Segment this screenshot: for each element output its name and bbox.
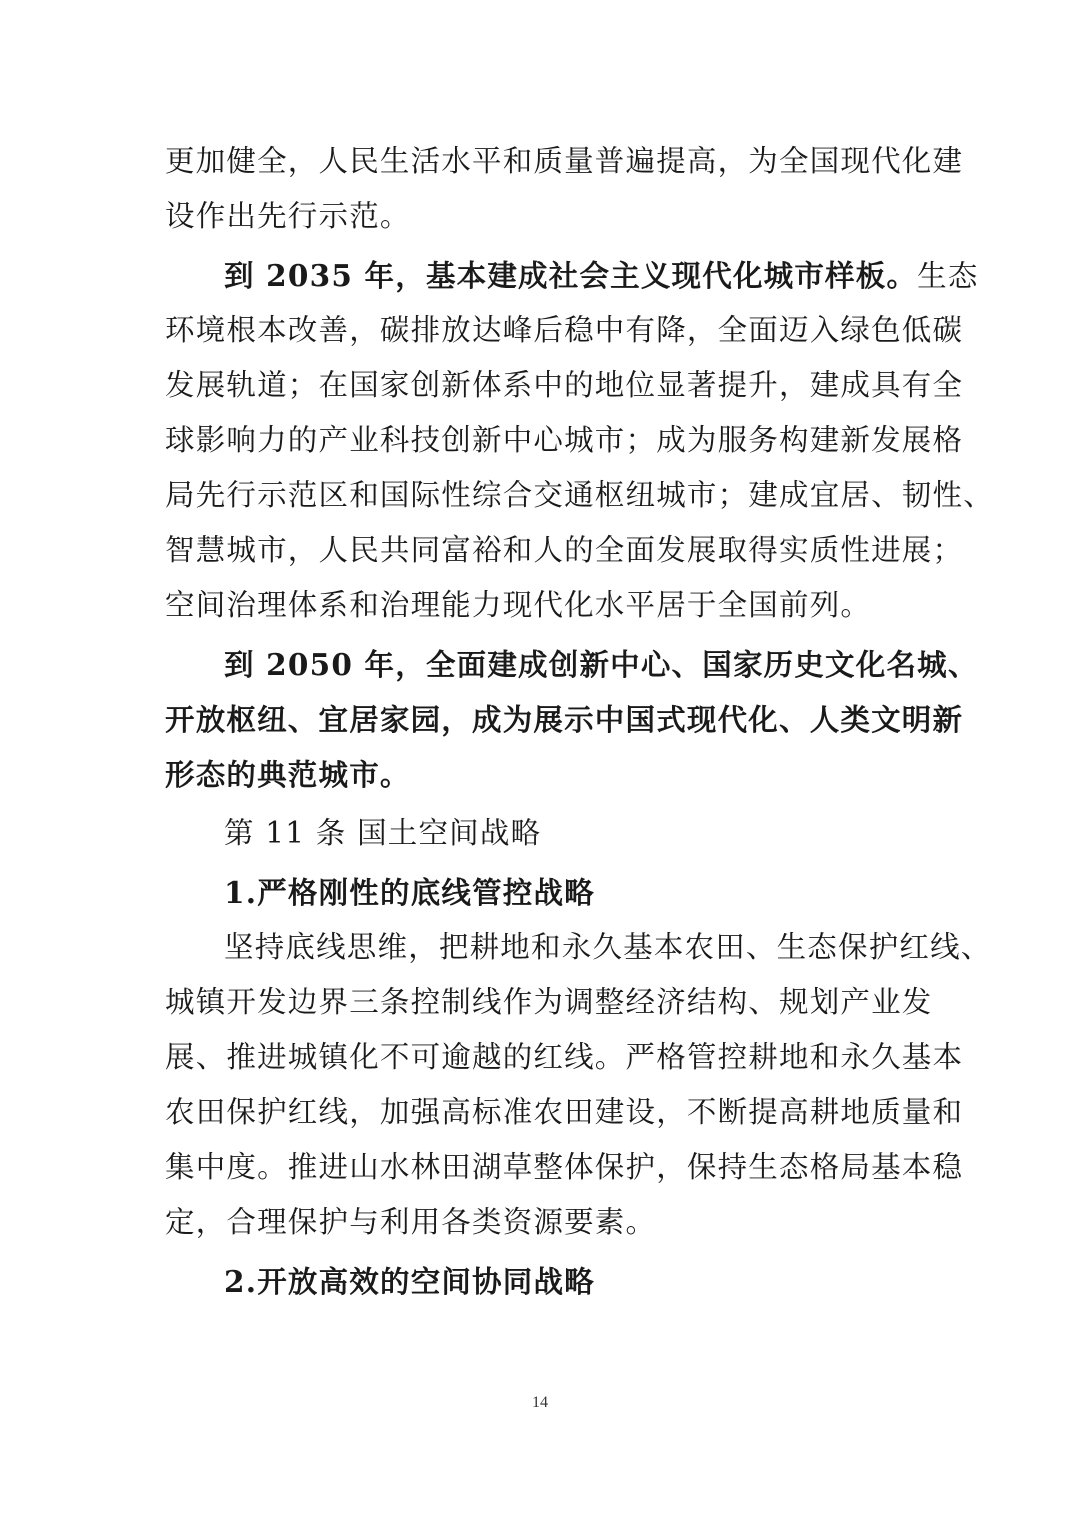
- text-line: 展、推进城镇化不可逾越的红线。严格管控耕地和永久基本: [165, 1040, 964, 1074]
- text-line: 坚持底线思维，把耕地和永久基本农田、生态保护红线、: [224, 930, 992, 964]
- text-line: 发展轨道；在国家创新体系中的地位显著提升，建成具有全: [165, 368, 964, 402]
- document-body: [165, 134, 994, 1309]
- page-number: 14: [532, 1394, 548, 1411]
- text-line: 球影响力的产业科技创新中心城市；成为服务构建新发展格: [165, 423, 964, 457]
- text-span: 生态: [917, 259, 979, 293]
- text-line: 智慧城市，人民共同富裕和人的全面发展取得实质性进展；: [165, 533, 964, 567]
- text-line: 定，合理保护与利用各类资源要素。: [165, 1205, 657, 1239]
- text-line: 更加健全，人民生活水平和质量普遍提高，为全国现代化建: [165, 144, 964, 178]
- text-line: 设作出先行示范。: [165, 199, 411, 233]
- text-line: 城镇开发边界三条控制线作为调整经济结构、规划产业发: [165, 985, 933, 1019]
- section-heading: 2.开放高效的空间协同战略: [224, 1264, 595, 1299]
- text-line: 空间治理体系和治理能力现代化水平居于全国前列。: [165, 588, 872, 622]
- section-heading: 1.严格刚性的底线管控战略: [224, 875, 595, 910]
- bold-text-line: 形态的典范城市。: [165, 757, 411, 792]
- text-line: 集中度。推进山水林田湖草整体保护，保持生态格局基本稳: [165, 1150, 964, 1184]
- text-line: 环境根本改善，碳排放达峰后稳中有降，全面迈入绿色低碳: [165, 313, 964, 347]
- text-line: 农田保护红线，加强高标准农田建设，不断提高耕地质量和: [165, 1095, 964, 1129]
- bold-heading-text: 到 2035 年，基本建成社会主义现代化城市样板。: [224, 258, 918, 293]
- text-line: [165, 248, 979, 303]
- bold-text-line: 到 2050 年，全面建成创新中心、国家历史文化名城、: [224, 647, 979, 682]
- bold-text-line: 开放枢纽、宜居家园，成为展示中国式现代化、人类文明新: [165, 702, 964, 737]
- text-line: 局先行示范区和国际性综合交通枢纽城市；建成宜居、韧性、: [165, 478, 994, 512]
- article-heading: 第 11 条 国土空间战略: [224, 816, 542, 850]
